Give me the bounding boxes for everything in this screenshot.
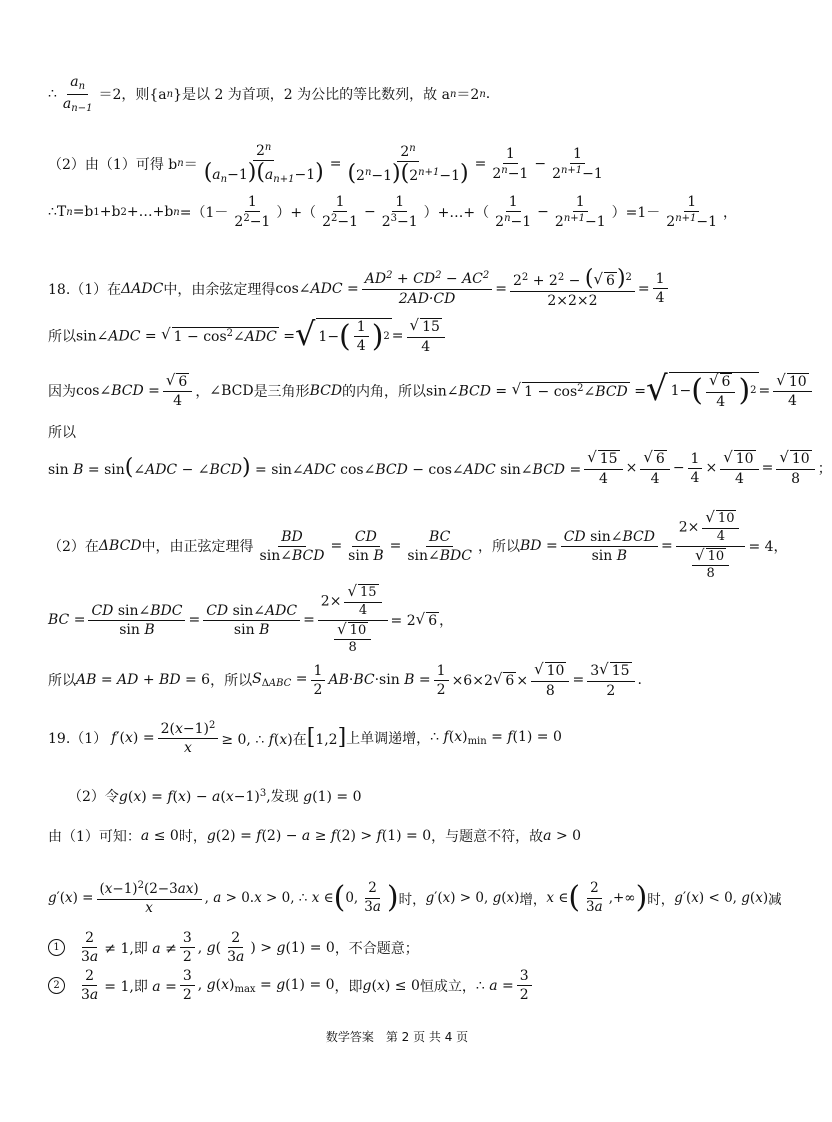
problem-18-part-2: （2）在 ΔBCD 中，由正弦定理得 $\frac{BD}{\text{sin∠BCD}}$ = $\frac{CD}{\text{sin B}}$ = $\frac{BC}{\text{sin∠BDC}}$ ，所以 BD = $\frac{\text{CD sin∠BCD}}{\text{sin B}}$ = 2× √ 10 4 √ 10 8 = 4， [48,508,788,582]
line-10: BC = $\frac{\text{CD sin∠BDC}}{\text{sin B}}$ = $\frac{\text{CD sin∠ADC}}{\text{sin B}}$ = 2× √ 15 4 √ 10 8 = 2 √ 6 ， [48,582,454,656]
page-footer: 数学答案 第 2 页 共 4 页 [325,1030,469,1044]
circled-number-2: 2 [48,977,65,994]
line-8: sin B = sin(∠ADC − ∠BCD) = sin∠ADC cos∠BCD − cos∠ADC sin∠BCD = √ 15 4 × √ 6 4 − $\frac{1}{4}$ × √ 10 4 = √ 10 8 ； [48,448,832,487]
ratio-fraction: $\frac{a_n}{a_{n-1}}$ [62,74,93,114]
bn-fraction-1: $\frac{2^n}{(a_n-1)(a_{n+1}-1)}$ [203,142,324,186]
therefore-symbol: ∴ [48,86,57,102]
line-2: （2）由（1）可得 b n ＝ $\frac{2^n}{(a_n-1)(a_{n+1}-1)}$ = $\frac{2^n}{(2^n-1)(2^{n+1}-1)}$ = $\frac{1}{2^n-1}$ − $\frac{1}{2^{n+1}-1}$ [48,142,603,186]
line-3: ∴T n =b 1 +b 2 +…+b n =（1－ $\frac{1}{2^2-1}$ ）+（ $\frac{1}{2^2-1}$ − $\frac{1}{2^3-1}$ ）+…+（ $\frac{1}{2^n-1}$ − $\frac{1}{2^{n+1}-1}$ ）=1－ $\frac{1}{2^{n+1}-1}$ ， [48,194,738,231]
circled-number-1: 1 [48,939,65,956]
problem-18-part-1: 18.（1）在 ΔADC 中，由余弦定理得 cos∠ADC = $\frac{AD^2 + CD^2 - AC^2}{2AD\cdot CD}$ = $2^2 + 2^2$ − ( √ 6 )$^2$ 2×2×2 = $\frac{1}{4}$ [48,268,760,309]
line-11: 所以 AB = AD + BD = 6 ，所以 $S_{\Delta ABC}$ = $\frac{1}{2}$ AB·BC·sin B = $\frac{1}{2}$ ×6×2 √ 6 × √ 10 8 = 3 √ 15 2 . [48,660,642,699]
problem-19-part-1: 19.（1） f′(x) = $\frac{2(x-1)^2}{x}$ ≥ 0, ∴ f(x)在[1,2] 上单调递增， ∴ $f(x)_{min} = f(1) = 0$ [48,720,562,757]
line-1: ∴ $\frac{a_n}{a_{n-1}}$ ＝2，则{a n }是以 2 为首项，2 为公比的等比数列，故 a n ＝2 n . [48,74,491,114]
problem-19-part-2: （2）令 $g(x) = f(x) - a(x-1)^3$,发现 g(1) = 0 [68,788,362,805]
case-2: 2 $\frac{2}{3a}$ = 1,即 a = $\frac{3}{2}$ , $g(x)_{max} = g(1) = 0$ ，即 g(x) ≤ 0 恒成立， ∴ a = $\frac{3}{2}$ [48,968,760,1003]
line-5: 所以 sin∠ADC = √ $1 - \cos^2\angle ADC$ = √ 1− ( $\frac{1}{4}$ ) 2 = √ 15 4 [48,318,760,355]
line-15: g′(x) = $\frac{(x-1)^2(2-3ax)}{x}$ , a > 0.x > 0, ∴ x ∈ ( 0, $\frac{2}{3a}$ ) 时， g′(x) > 0, g(x) 增， x ∈ ( $\frac{2}{3a}$ ,+∞ ) 时， g′(x) < 0, g(x) 减 [48,880,782,916]
bn-fraction-2: $\frac{2^n}{(2^n-1)(2^{n+1}-1)}$ [347,142,469,186]
line-14: 由（1）可知： a ≤ 0 时， g(2) = f(2) − a ≥ f(2) > f(1) = 0 ，与题意不符，故 a > 0 [48,828,582,845]
line-6: 因为 cos∠BCD = √ 6 4 ， ∠BCD 是三角形 BCD 的内角，所以 sin∠BCD = √ $1 - \cos^2\angle BCD$ = √ 1− ( √ 6 4 ) 2 = √ 10 4 [48,372,760,410]
case-1: 1 $\frac{2}{3a}$ ≠ 1,即 a ≠ $\frac{3}{2}$ , g( $\frac{2}{3a}$ ) > g(1) = 0 ，不合题意； [48,930,760,965]
line-7: 所以 [48,425,76,441]
